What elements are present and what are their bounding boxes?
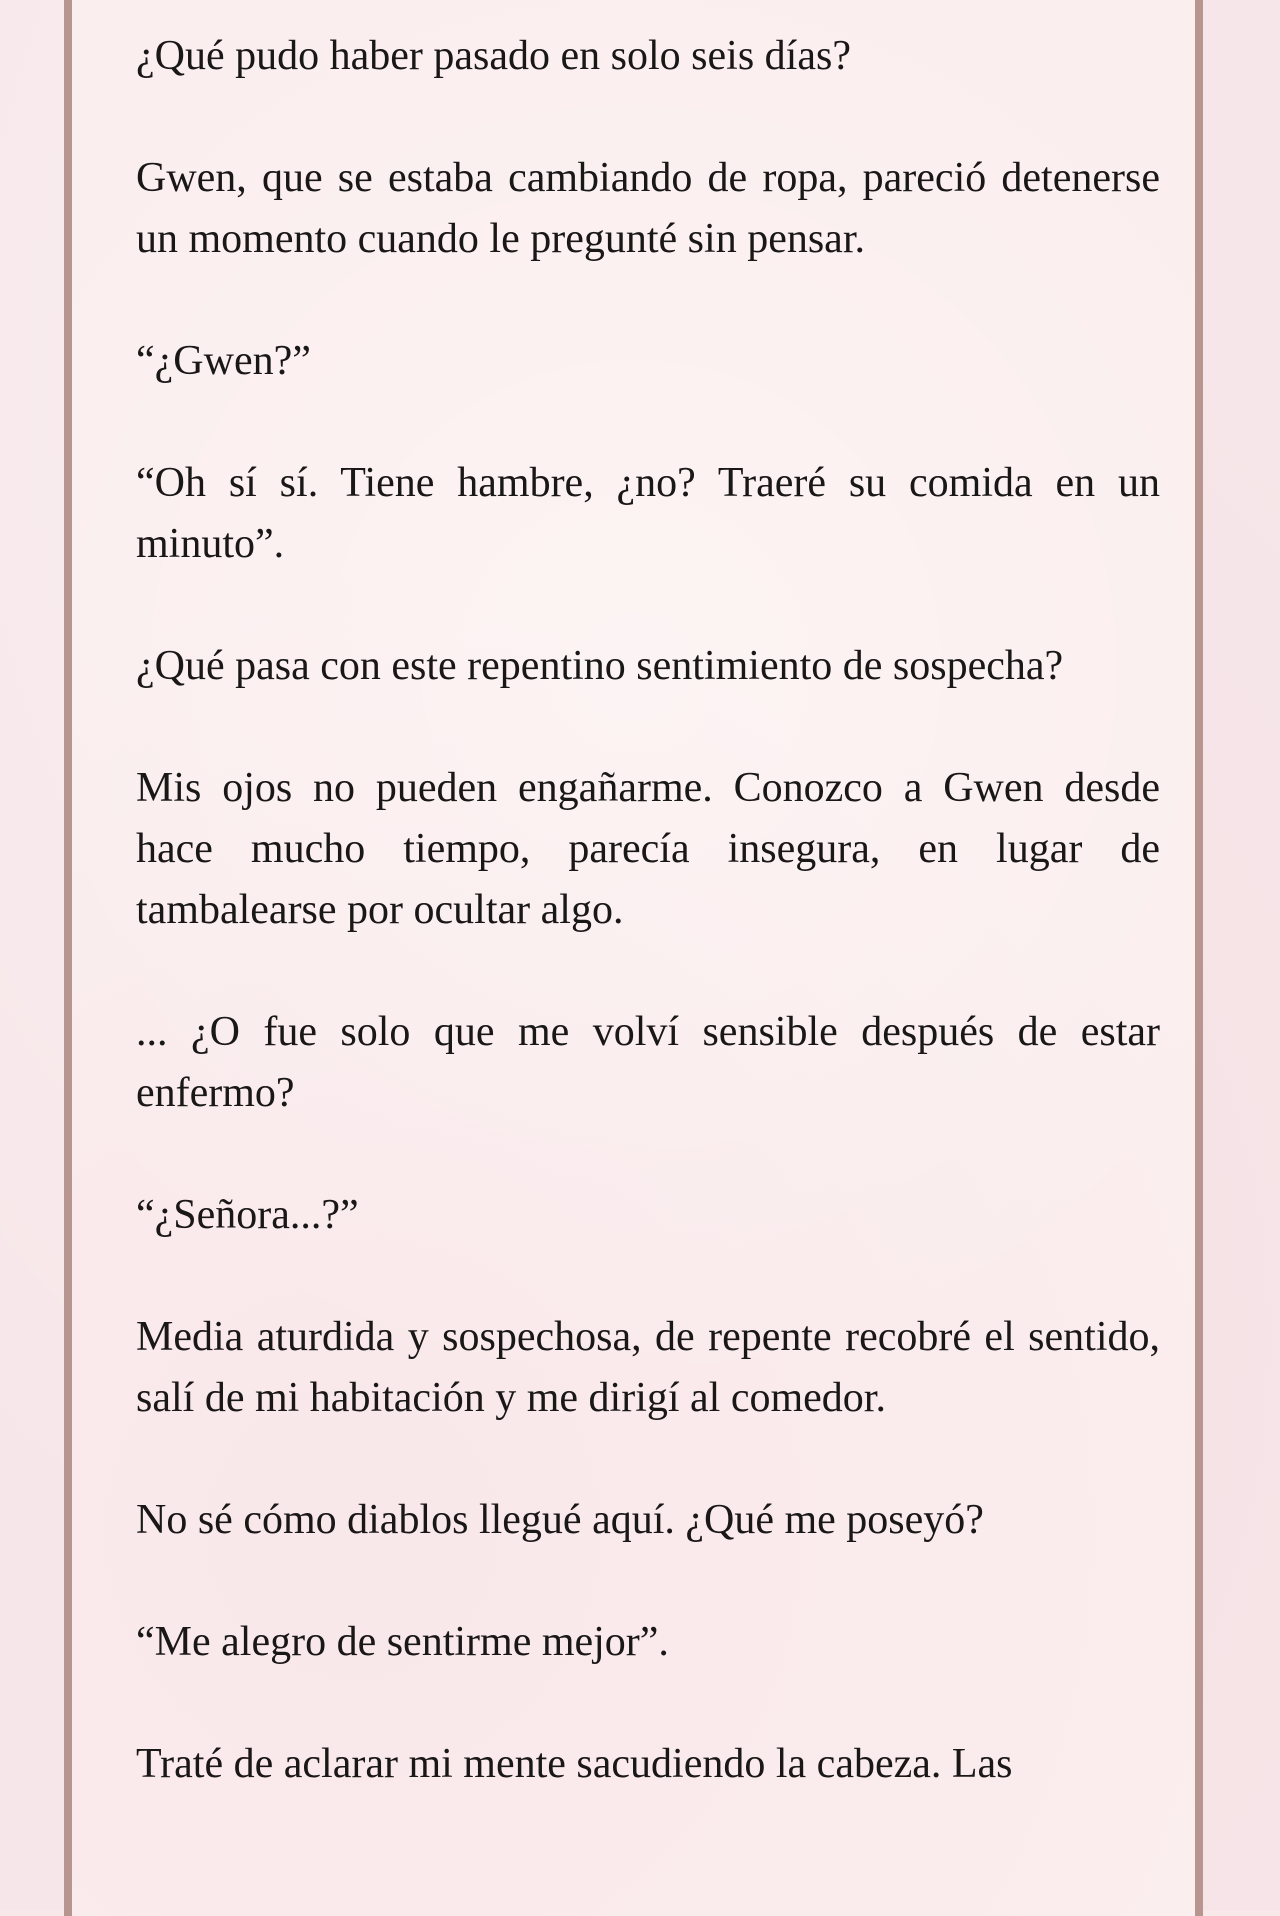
paragraph: No sé cómo diablos llegué aquí. ¿Qué me poseyó? bbox=[136, 1497, 984, 1543]
story-text bbox=[136, 26, 1160, 1795]
paragraph: Traté de aclarar mi mente sacudiendo la cabeza. Las bbox=[136, 1741, 1013, 1787]
paragraph: Media aturdida y sospechosa, de repente recobré el sentido, salí de mi habitación y me dirigí al comedor. bbox=[136, 1314, 1160, 1421]
paragraph: ... ¿O fue solo que me volví sensible después de estar enfermo? bbox=[136, 1009, 1160, 1116]
paragraph: “¿Señora...?” bbox=[136, 1192, 359, 1238]
paragraph: ¿Qué pudo haber pasado en solo seis días? bbox=[136, 33, 851, 79]
paragraph: Mis ojos no pueden engañarme. Conozco a Gwen desde hace mucho tiempo, parecía insegura, en lugar de tambalearse por ocultar algo. bbox=[136, 765, 1160, 933]
paragraph: “Oh sí sí. Tiene hambre, ¿no? Traeré su comida en un minuto”. bbox=[136, 460, 1160, 567]
paragraph: “Me alegro de sentirme mejor”. bbox=[136, 1619, 669, 1665]
paragraph: Gwen, que se estaba cambiando de ropa, pareció detenerse un momento cuando le pregunté sin pensar. bbox=[136, 155, 1160, 262]
paragraph: “¿Gwen?” bbox=[136, 338, 311, 384]
paragraph: ¿Qué pasa con este repentino sentimiento de sospecha? bbox=[136, 643, 1064, 689]
story-panel bbox=[64, 0, 1203, 1916]
